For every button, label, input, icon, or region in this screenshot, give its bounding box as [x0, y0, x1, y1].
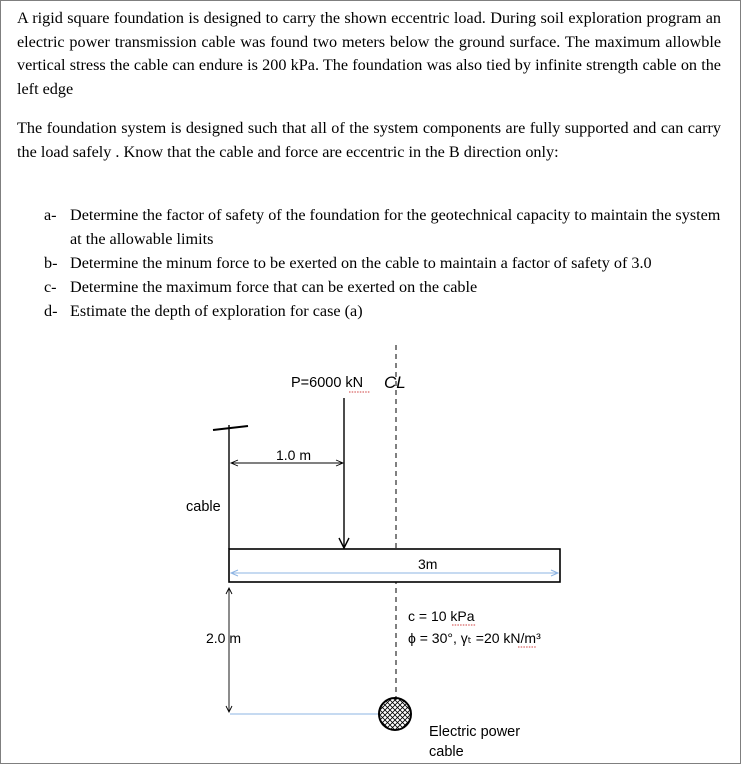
question-text: Determine the factor of safety of the foundation for the geotechnical capacity to maintain the system at the allowable limits	[70, 206, 721, 248]
question-text: Estimate the depth of exploration for case (a)	[70, 302, 363, 320]
tie-cable-label: cable	[186, 499, 221, 515]
load-offset-label: 1.0 m	[276, 447, 312, 463]
centerline-label: CL	[384, 373, 406, 392]
question-label: b-	[44, 254, 58, 272]
cable-anchor	[213, 426, 248, 430]
power-cable-label-line1: Electric power	[429, 724, 521, 740]
soil-properties-label: ϕ = 30°, γₜ =20 kN/m³	[408, 630, 541, 646]
problem-paragraph-2: The foundation system is designed such that all of the system components are fully supported and can carry the load safely . Know that the cable and force are eccentric in the B direction only:	[17, 119, 721, 161]
cohesion-label: c = 10 kPa	[408, 608, 475, 624]
width-label: 3m	[418, 556, 438, 572]
power-cable-label-line2: cable	[429, 744, 464, 760]
depth-label: 2.0 m	[206, 630, 242, 646]
question-label: a-	[44, 206, 57, 224]
electric-power-cable-icon	[379, 698, 411, 730]
question-label: c-	[44, 278, 57, 296]
question-text: Determine the maximum force that can be exerted on the cable	[70, 278, 478, 296]
problem-paragraph-1: A rigid square foundation is designed to carry the shown eccentric load. During soil exploration program an electric power transmission cable was found two meters below the ground surface. The maximum allowble vertical stress the cable can endure is 200 kPa. The foundation was also tied by infinite strength cable on the left edge	[17, 9, 721, 98]
question-text: Determine the minum force to be exerted on the cable to maintain a factor of safety of 3.0	[70, 254, 652, 272]
question-label: d-	[44, 302, 58, 320]
foundation-footing	[229, 549, 560, 582]
load-label: P=6000 kN	[291, 375, 364, 391]
